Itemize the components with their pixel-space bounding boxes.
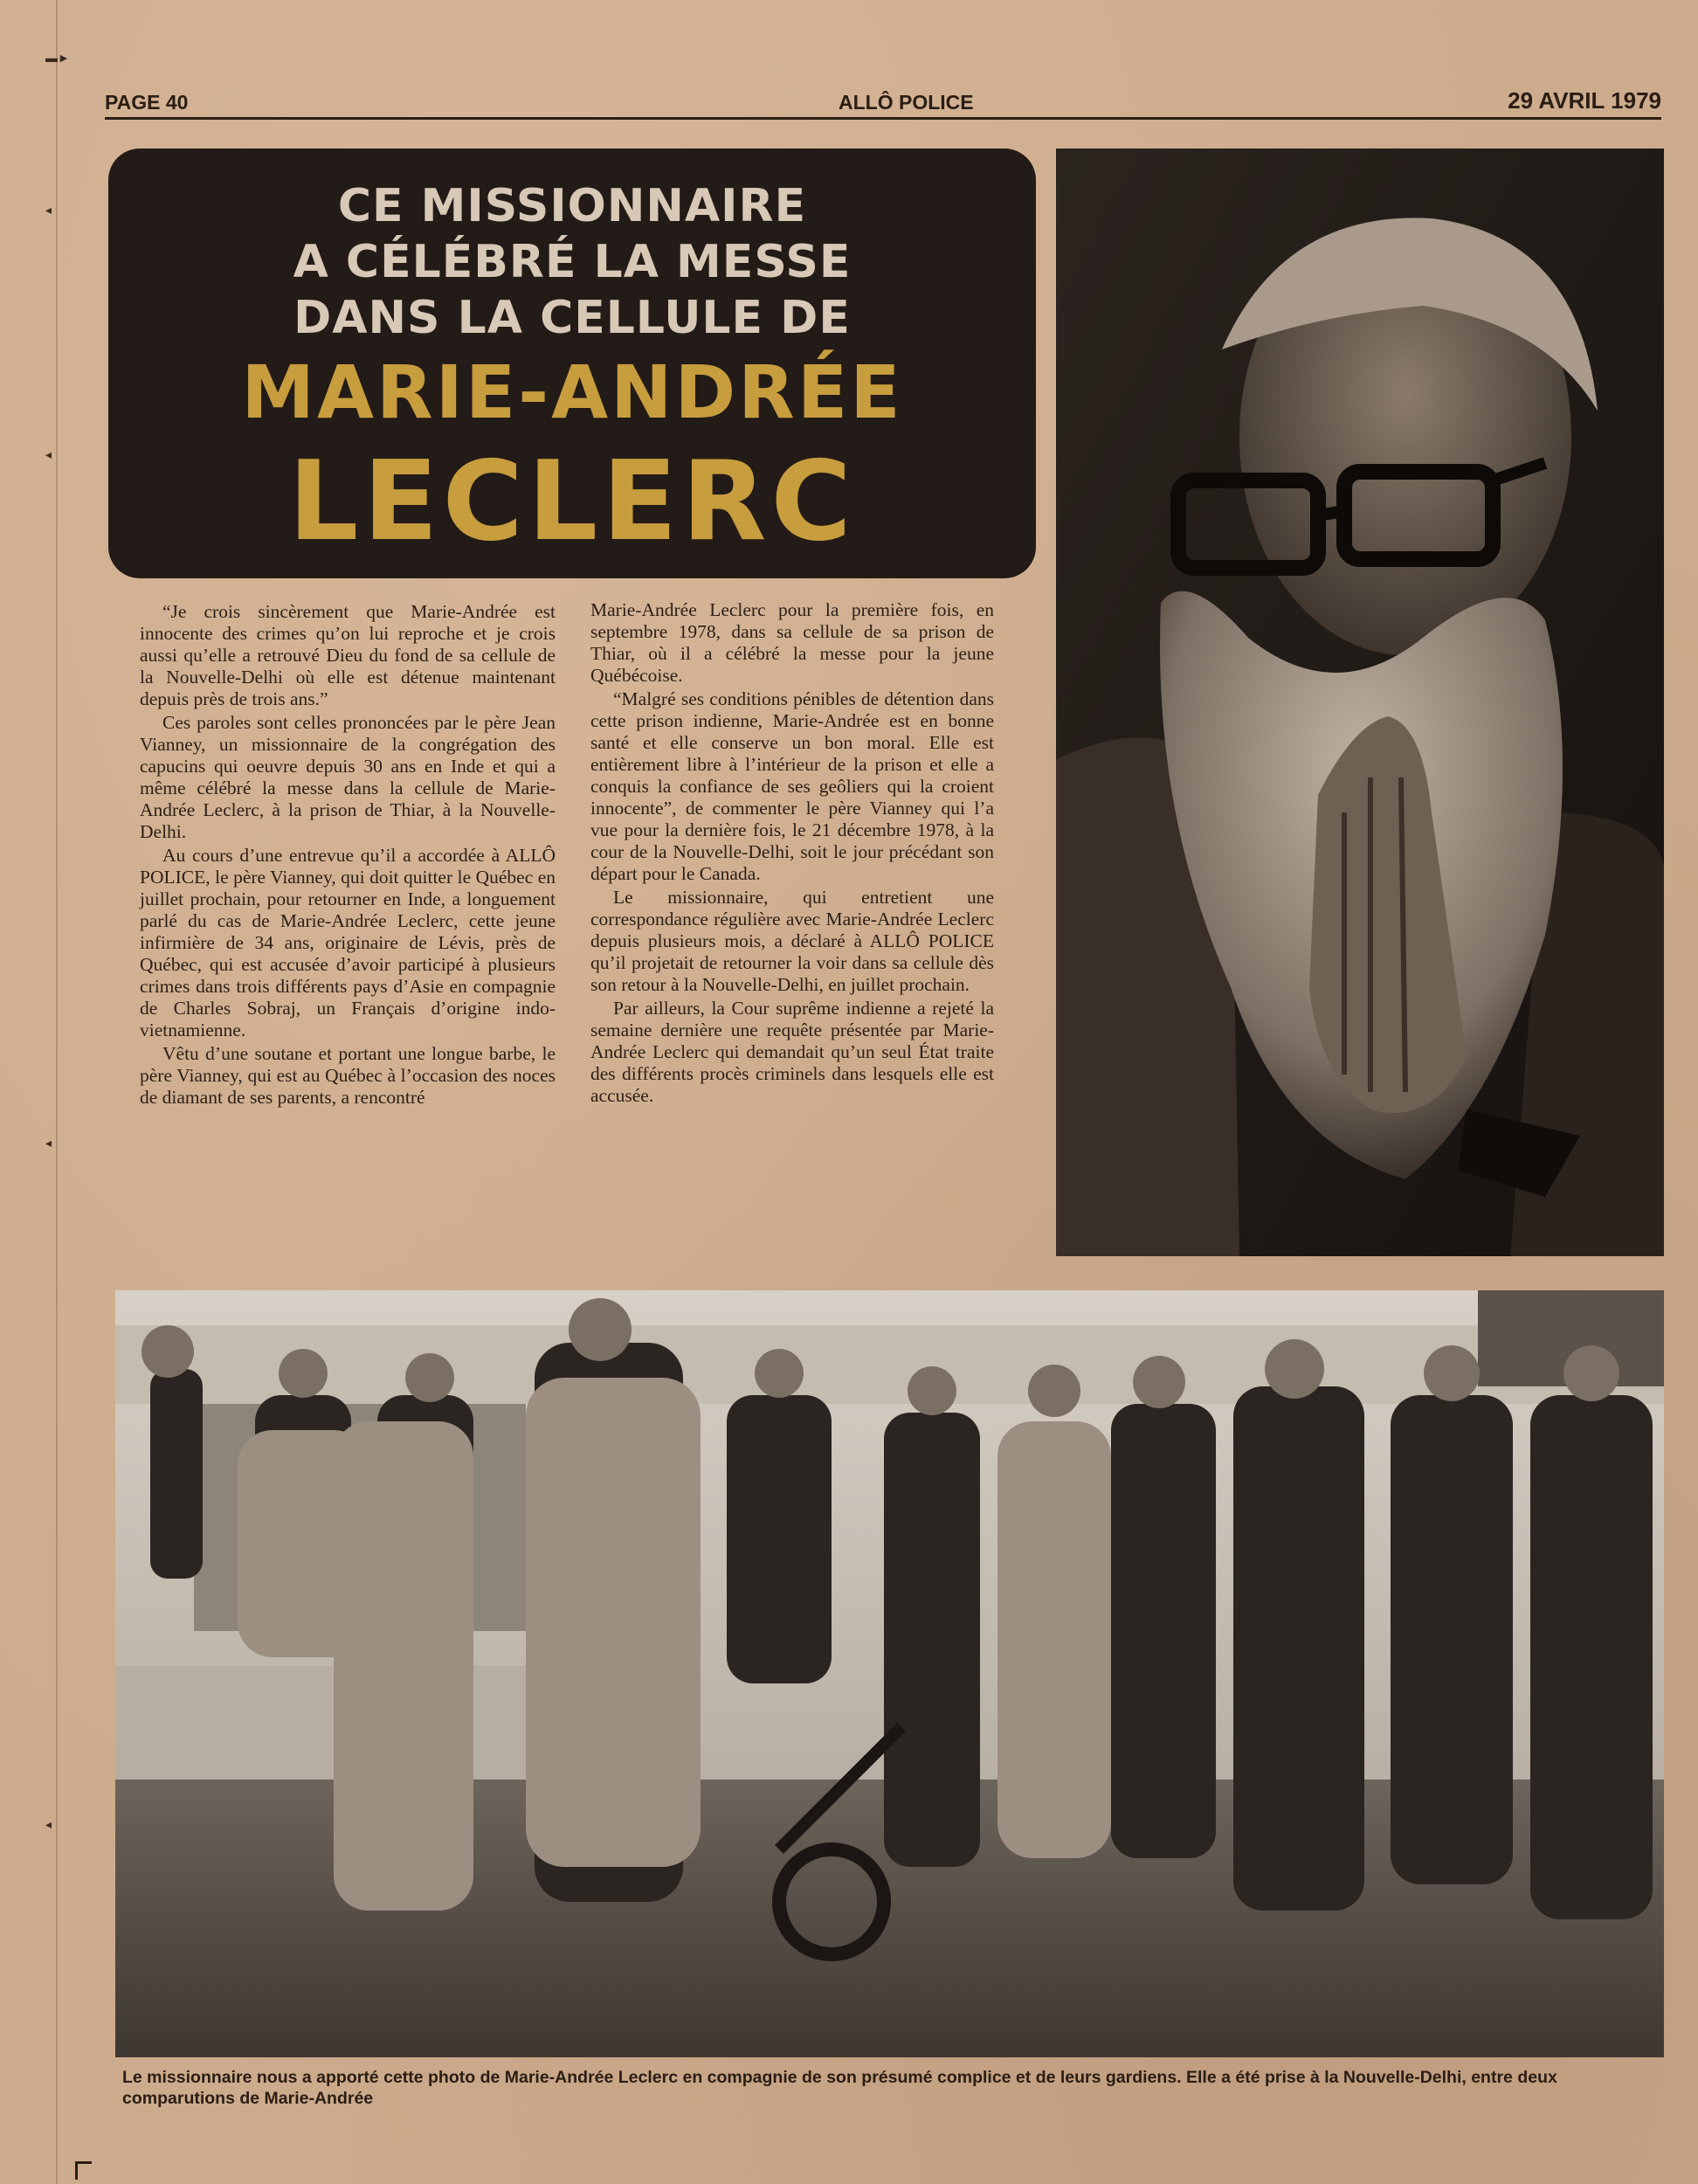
- page-number: PAGE 40: [105, 91, 189, 114]
- issue-date: 29 AVRIL 1979: [1508, 87, 1661, 114]
- article-paragraph: Marie-Andrée Leclerc pour la première fois, en septembre 1978, dans sa cellule de sa prison de Thiar, où il a célébré la messe pour la jeune Québécoise.: [590, 599, 994, 686]
- edge-arrow-mark: ▬►: [45, 51, 70, 65]
- article-paragraph: Au cours d’une entrevue qu’il a accordée à ALLÔ POLICE, le père Vianney, qui doit quitter le Québec en juillet prochain, pour retourner en Inde, a longuement parlé du cas de Marie-Andrée Leclerc, cette jeune infirmière de 34 ans, originaire de Lévis, près de Québec, qui est accusée d’avoir participé à plusieurs crimes dans trois différents pays d’Asie en compagnie de Charles Sobraj, un Français d’origine indo-vietnamienne.: [140, 845, 556, 1040]
- headline-name-first: MARIE-ANDRÉE: [241, 349, 903, 435]
- crowd-image: [115, 1290, 1664, 2057]
- binding-hole-mark: ◂: [45, 203, 52, 217]
- prisoner-escort-photo: [115, 1290, 1664, 2057]
- headline-box: [108, 149, 1036, 578]
- headline-line: CE MISSIONNAIRE: [337, 180, 807, 232]
- article-paragraph: Le missionnaire, qui entretient une correspondance régulière avec Marie-Andrée Leclerc depuis plusieurs mois, a déclaré à ALLÔ POLICE qu’il projetait de retourner la voir dans sa cellule dès son retour à la Nouvelle-Delhi, en juillet prochain.: [590, 887, 994, 995]
- missionary-portrait-photo: [1056, 149, 1664, 1256]
- page-header: [105, 87, 1661, 120]
- headline-name-last: LECLERC: [288, 437, 856, 565]
- crop-corner-mark: [75, 2161, 92, 2180]
- headline-line: A CÉLÉBRÉ LA MESSE: [293, 236, 852, 288]
- binding-hole-mark: ◂: [45, 447, 52, 461]
- article-paragraph: Ces paroles sont celles prononcées par le père Jean Vianney, un missionnaire de la congrégation des capucins qui oeuvre depuis 30 ans en Inde et qui a même célébré la messe dans la cellule de Marie-Andrée Leclerc, à la prison de Thiar, à la Nouvelle-Delhi.: [140, 712, 556, 842]
- page-fold-line: [56, 0, 58, 2184]
- article-paragraph: Par ailleurs, la Cour suprême indienne a rejeté la semaine dernière une requête présentée par Marie-Andrée Leclerc qui demandait qu’un seul État traite des différents procès criminels dans lesquels elle est accusée.: [590, 998, 994, 1106]
- article-paragraph: Vêtu d’une soutane et portant une longue barbe, le père Vianney, qui est au Québec à l’occasion des noces de diamant de ses parents, a rencontré: [140, 1043, 556, 1108]
- photo-caption: Le missionnaire nous a apporté cette photo de Marie-Andrée Leclerc en compagnie de son présumé complice et de leurs gardiens. Elle a été prise à la Nouvelle-Delhi, entre deux comparutions de Marie-Andrée: [122, 2068, 1557, 2108]
- article-column-1: [140, 601, 556, 1110]
- binding-hole-mark: ◂: [45, 1136, 52, 1150]
- headline-line: DANS LA CELLULE DE: [293, 292, 851, 344]
- article-column-2: [590, 599, 994, 1109]
- binding-hole-mark: ◂: [45, 1817, 52, 1831]
- article-paragraph: “Je crois sincèrement que Marie-Andrée est innocente des crimes qu’on lui reproche et je crois aussi qu’elle a retrouvé Dieu du fond de sa cellule de la Nouvelle-Delhi où elle est détenue maintenant depuis près de trois ans.”: [140, 601, 556, 709]
- article-paragraph: “Malgré ses conditions pénibles de détention dans cette prison indienne, Marie-Andrée est en bonne santé et elle conserve un bon moral. Elle est entièrement libre à l’intérieur de la prison et elle a conquis la confiance de ses geôliers qui la croient innocente”, de commenter le père Vianney qui l’a vue pour la dernière fois, le 21 décembre 1978, à la cour de la Nouvelle-Delhi, soit le jour précédant son départ pour le Canada.: [590, 688, 994, 884]
- portrait-image: [1056, 149, 1664, 1256]
- magazine-title: ALLÔ POLICE: [839, 91, 974, 114]
